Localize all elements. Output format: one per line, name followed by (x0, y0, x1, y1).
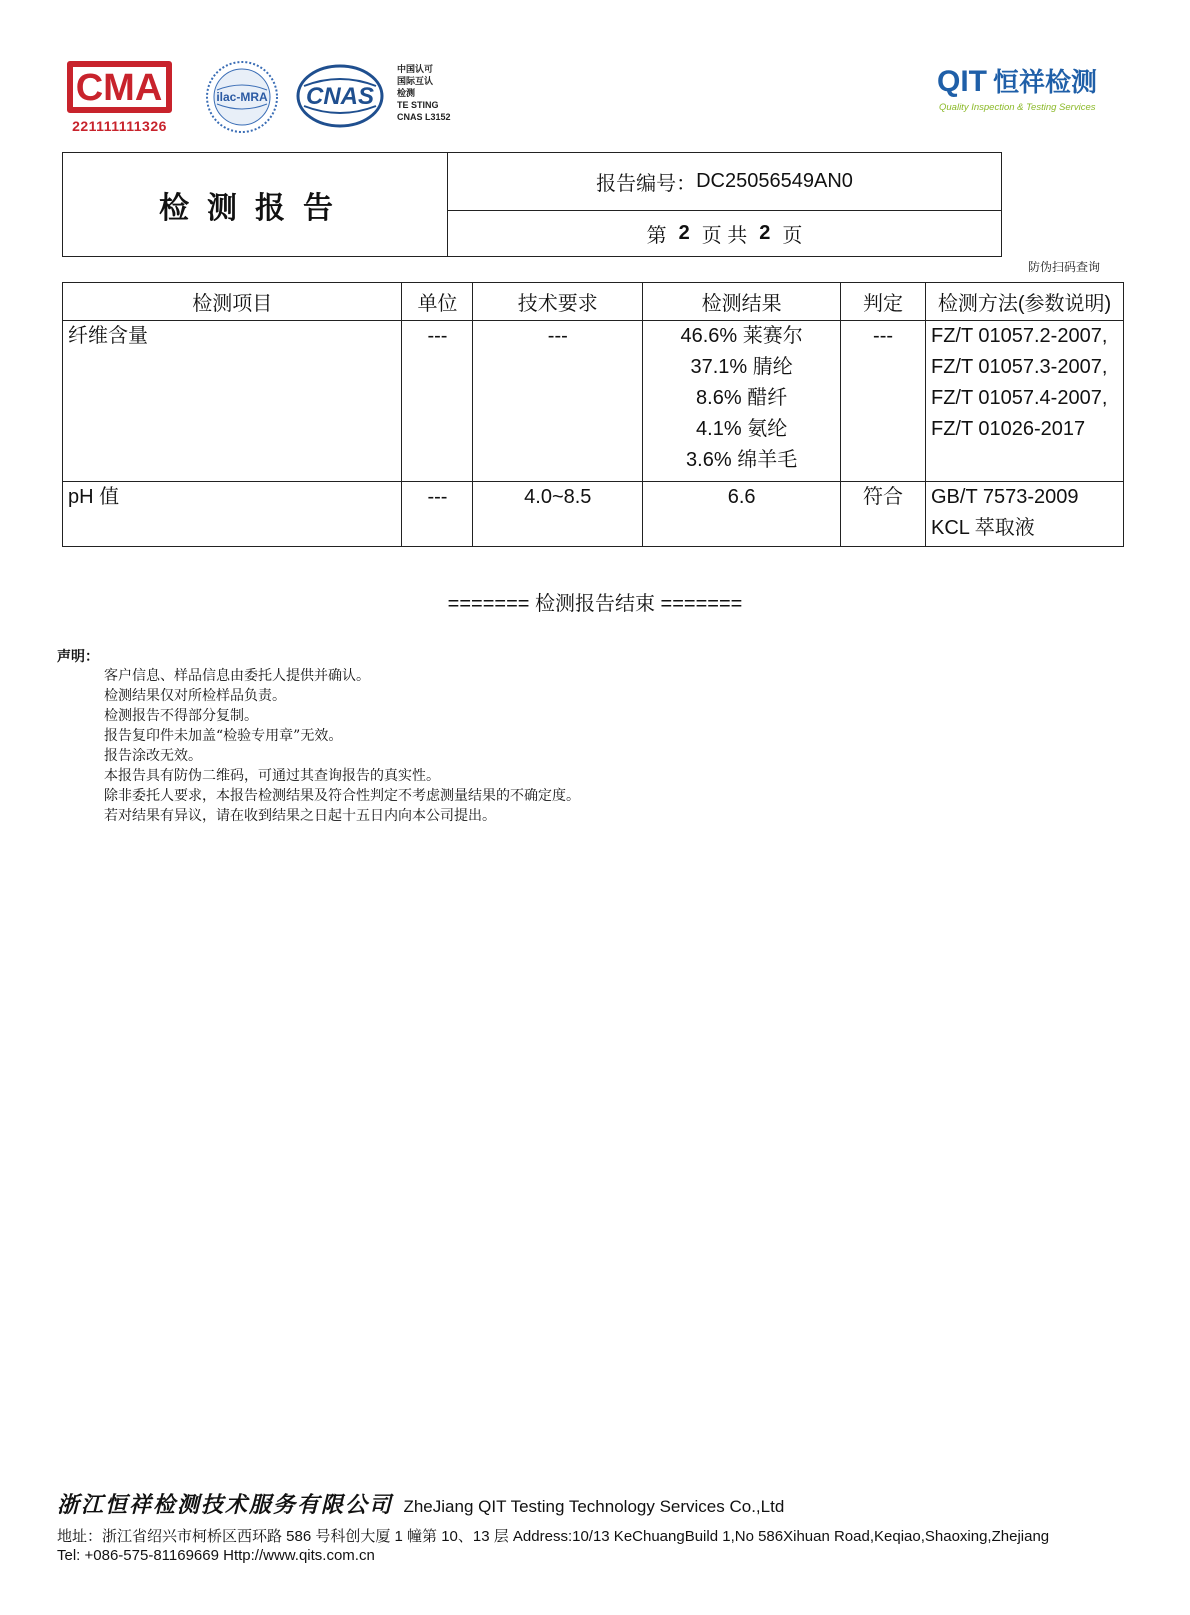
method-line: GB/T 7573-2009 (930, 486, 1079, 508)
method (925, 321, 1123, 482)
cnas-line: 中国认可 (397, 64, 434, 74)
page-current: 2 (678, 222, 690, 244)
ilac-mra-logo (205, 60, 279, 134)
cnas-line: TE STING (397, 100, 439, 110)
cma-number: 221111111326 (72, 118, 167, 134)
declaration-line: 除非委托人要求，本报告检测结果及符合性判定不考虑测量结果的不确定度。 (104, 788, 580, 804)
result-line: 4.1% 氨纶 (696, 418, 788, 440)
declaration-line: 报告涂改无效。 (104, 748, 202, 764)
declaration-line: 检测结果仅对所检样品负责。 (104, 688, 286, 704)
cnas-logo (296, 64, 384, 128)
report-number: DC25056549AN0 (696, 170, 853, 192)
cma-logo (62, 56, 177, 136)
method-line: KCL 萃取液 (930, 517, 1035, 539)
report-title: 检测报告 (63, 153, 448, 256)
column-header: 检测结果 (643, 283, 841, 321)
cma-letters: CMA (75, 67, 163, 109)
cnas-line: CNAS L3152 (397, 112, 451, 122)
method-line: FZ/T 01057.3-2007, (930, 356, 1108, 378)
page-prefix: 第 (646, 225, 667, 247)
method-line: FZ/T 01057.2-2007, (930, 325, 1108, 347)
table-row (63, 482, 1124, 547)
result-line: 8.6% 醋纤 (696, 387, 788, 409)
column-header: 判定 (841, 283, 926, 321)
footer-company (57, 1488, 784, 1519)
judgment: --- (841, 321, 926, 482)
page-mid: 页 共 (701, 225, 748, 247)
results-table (62, 282, 1124, 547)
requirement: 4.0~8.5 (473, 482, 643, 547)
declaration-line: 本报告具有防伪二维码，可通过其查询报告的真实性。 (104, 768, 440, 784)
method-line: FZ/T 01057.4-2007, (930, 387, 1108, 409)
result (643, 321, 841, 482)
cnas-line: 国际互认 (397, 76, 434, 86)
column-header: 检测项目 (63, 283, 402, 321)
requirement: --- (473, 321, 643, 482)
footer-address: 地址：浙江省绍兴市柯桥区西环路 586 号科创大厦 1 幢第 10、13 层 Address:10/13 KeChuangBuild 1,No 586Xihuan Road,Keqiao,Shaoxing,Zhejiang (57, 1528, 1050, 1545)
declaration-line: 报告复印件未加盖“检验专用章”无效。 (104, 728, 343, 744)
page-indicator (448, 211, 1001, 256)
method-line: FZ/T 01026-2017 (930, 418, 1086, 440)
qit-logo (937, 62, 1122, 122)
result-line: 6.6 (727, 486, 756, 508)
unit: --- (402, 321, 473, 482)
cnas-letters: CNAS (305, 83, 375, 110)
declaration-title: 声明： (57, 649, 99, 665)
report-end-marker: ======= 检测报告结束 ======= (447, 593, 743, 615)
test-item: pH 值 (63, 482, 402, 547)
footer-contact: Tel: +086-575-81169669 Http://www.qits.com.cn (57, 1547, 375, 1564)
cnas-accreditation-text (397, 63, 451, 123)
result (643, 482, 841, 547)
report-number-row (448, 153, 1001, 211)
qit-subtitle: Quality Inspection & Testing Services (939, 102, 1096, 113)
method (925, 482, 1123, 547)
result-line: 3.6% 绵羊毛 (686, 449, 798, 471)
table-header-row (63, 283, 1124, 321)
ilac-text: ilac-MRA (216, 90, 268, 104)
qit-brand: QIT (937, 65, 987, 98)
page-suffix: 页 (782, 225, 803, 247)
declaration-line: 客户信息、样品信息由委托人提供并确认。 (104, 668, 370, 684)
declaration-list (104, 666, 580, 826)
test-item: 纤维含量 (63, 321, 402, 482)
column-header: 单位 (402, 283, 473, 321)
declaration-line: 若对结果有异议，请在收到结果之日起十五日内向本公司提出。 (104, 808, 496, 824)
column-header: 检测方法(参数说明) (925, 283, 1123, 321)
company-name-en: ZheJiang QIT Testing Technology Services Co.,Ltd (403, 1497, 785, 1516)
qit-cn-name: 恒祥检测 (993, 68, 1098, 98)
company-name-cn: 浙江恒祥检测技术服务有限公司 (57, 1492, 394, 1518)
unit: --- (402, 482, 473, 547)
result-line: 46.6% 莱赛尔 (680, 325, 803, 347)
column-header: 技术要求 (473, 283, 643, 321)
scan-note: 防伪扫码查询 (1028, 260, 1101, 274)
report-number-label: 报告编号： (596, 173, 697, 195)
result-line: 37.1% 腈纶 (690, 356, 793, 378)
report-header (62, 152, 1002, 257)
page-total: 2 (759, 222, 771, 244)
cnas-line: 检测 (397, 88, 416, 98)
judgment: 符合 (841, 482, 926, 547)
table-row (63, 321, 1124, 482)
declaration-line: 检测报告不得部分复制。 (104, 708, 258, 724)
